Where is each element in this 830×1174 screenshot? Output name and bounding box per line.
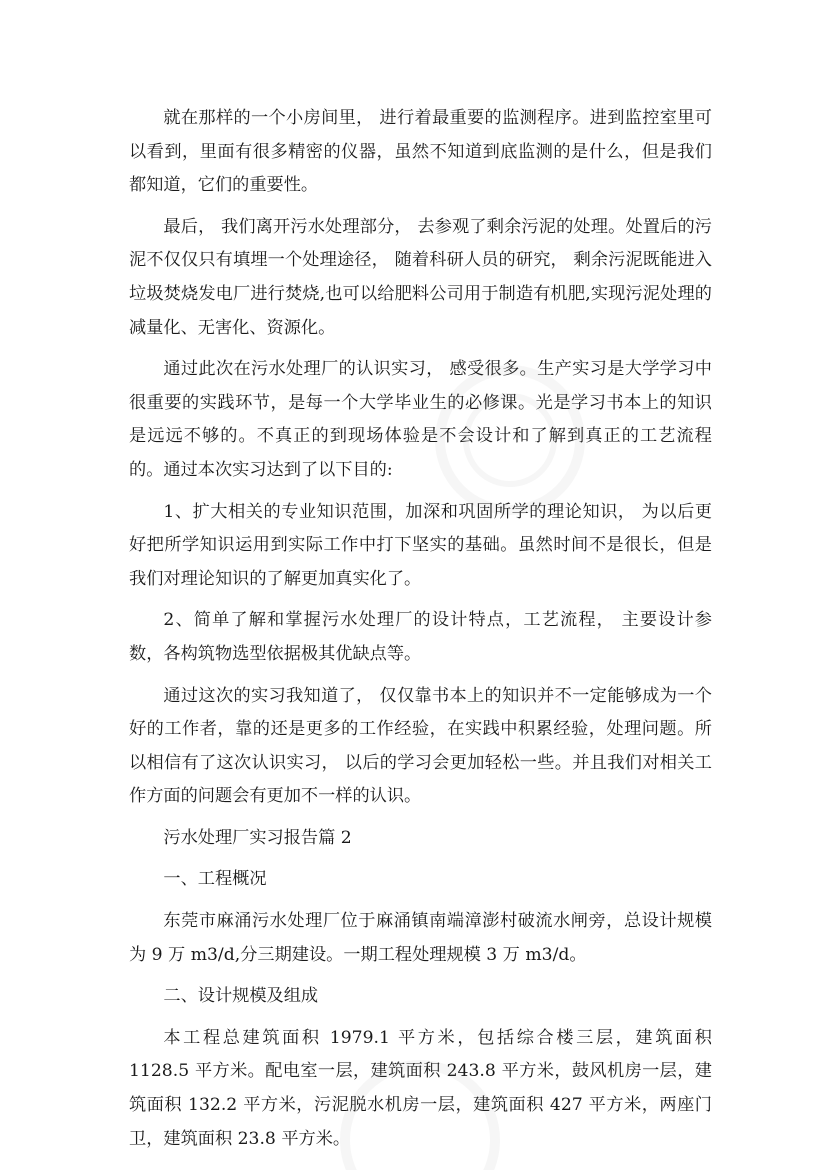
- paragraph-monitoring-room: 就在那样的一个小房间里， 进行着最重要的监测程序。进到监控室里可以看到，里面有很多精密的仪器，虽然不知道到底监测的是什么，但是我们都知道，它们的重要性。: [129, 108, 712, 196]
- heading-project-overview: 一、工程概况: [163, 869, 267, 890]
- paragraph-project-overview: 东莞市麻涌污水处理厂位于麻涌镇南端漳澎村破流水闸旁，总设计规模为 9 万 m3/d,分三期建设。一期工程处理规模 3 万 m3/d。: [129, 911, 712, 965]
- paragraph-goal-1: 1、扩大相关的专业知识范围，加深和巩固所学的理论知识， 为以后更好把所学知识运用到实际工作中打下坚实的基础。虽然时间不是很长，但是我们对理论知识的了解更加真实化了。: [129, 501, 712, 589]
- paragraph-internship-reflection: 通过此次在污水处理厂的认识实习， 感受很多。生产实习是大学学习中很重要的实践环节，是每一个大学毕业生的必修课。光是学习书本上的知识是远远不够的。不真正的到现场体验是不会设计和了解到真正的工艺流程的。通过本次实习达到了以下目的:: [129, 359, 712, 480]
- heading-design-scale: 二、设计规模及组成: [163, 986, 319, 1007]
- section-title-report-2: 污水处理厂实习报告篇 2: [163, 827, 352, 848]
- watermark-seal-icon: [430, 360, 590, 520]
- paragraph-design-scale: 本工程总建筑面积 1979.1 平方米，包括综合楼三层，建筑面积 1128.5 平方米。配电室一层，建筑面积 243.8 平方米，鼓风机房一层，建筑面积 132.2 平方米，污泥脱水机房一层，建筑面积 427 平方米，两座门卫，建筑面积 23.8 平方米。: [129, 1027, 712, 1149]
- paragraph-sludge-treatment: 最后， 我们离开污水处理部分， 去参观了剩余污泥的处理。处置后的污泥不仅仅只有填埋一个处理途径， 随着科研人员的研究， 剩余污泥既能进入垃圾焚烧发电厂进行焚烧,也可以给肥料公司用于制造有机肥,实现污泥处理的减量化、无害化、资源化。: [129, 216, 712, 338]
- watermark-seal-icon: [330, 1050, 510, 1170]
- document-body: [129, 102, 712, 1156]
- paragraph-goal-2: 2、简单了解和掌握污水处理厂的设计特点，工艺流程， 主要设计参数，各构筑物选型依据极其优缺点等。: [129, 610, 712, 664]
- paragraph-conclusion: 通过这次的实习我知道了， 仅仅靠书本上的知识并不一定能够成为一个好的工作者，靠的还是更多的工作经验，在实践中积累经验，处理问题。所以相信有了这次认识实习， 以后的学习会更加轻松一些。并且我们对相关工作方面的问题会有更加不一样的认识。: [129, 685, 712, 807]
